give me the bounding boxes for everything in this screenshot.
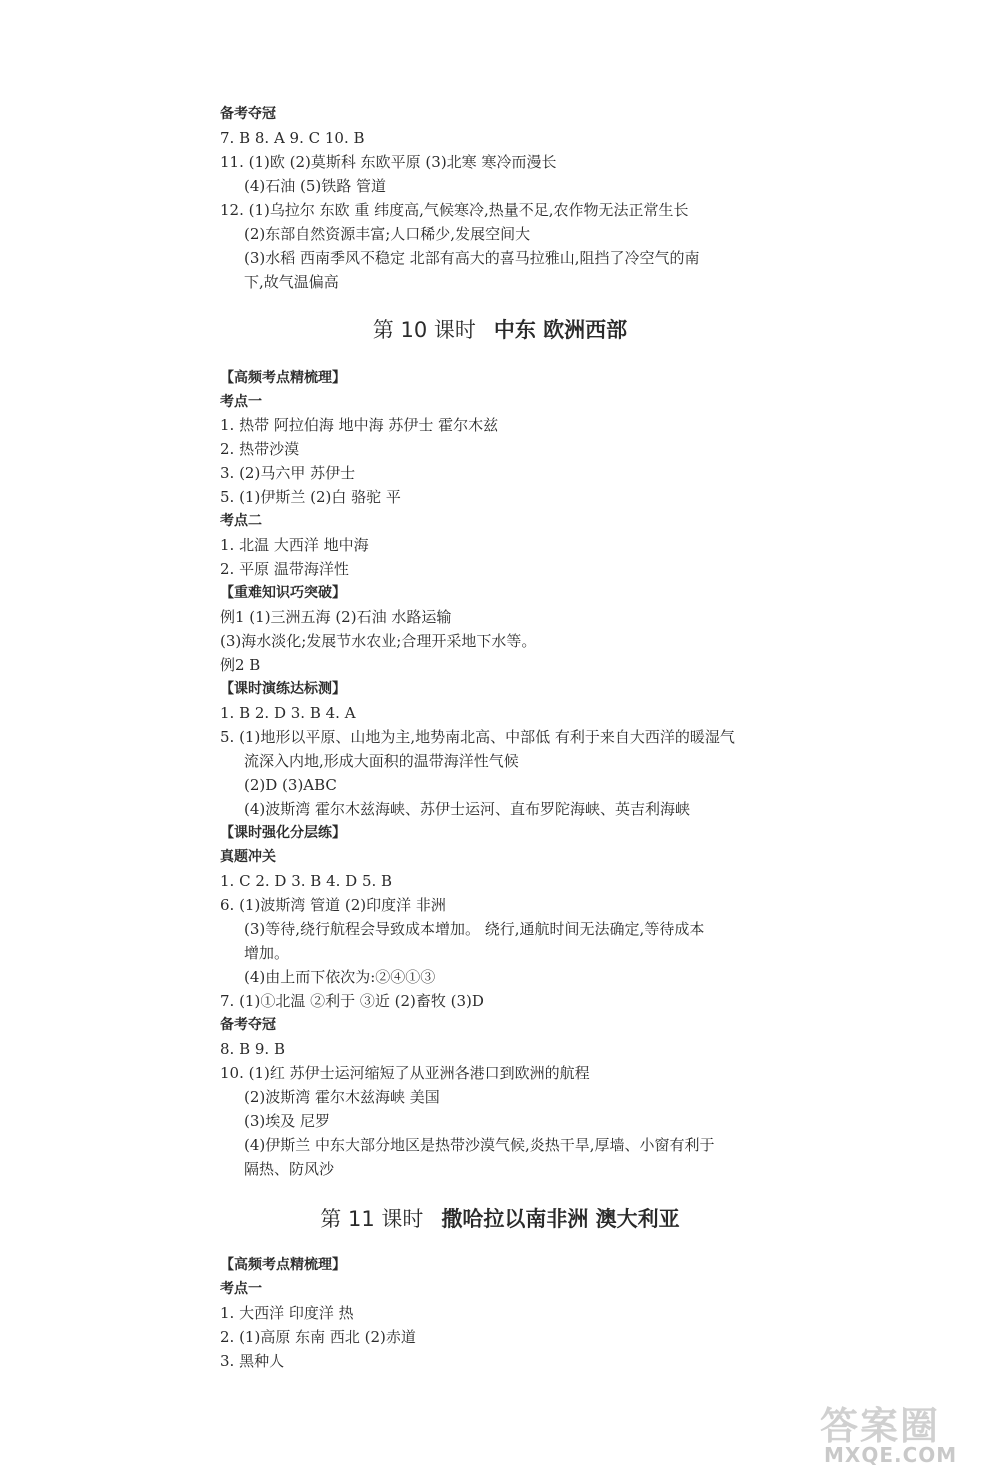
answer-line: 2. 平原 温带海洋性 — [220, 560, 349, 578]
answer-line: 7. B 8. A 9. C 10. B — [220, 129, 365, 147]
answer-line: 增加。 — [244, 944, 290, 962]
section-label: 考点一 — [220, 394, 262, 410]
answer-line: 1. 大西洋 印度洋 热 — [220, 1304, 354, 1322]
watermark-url: MXQE.COM — [824, 1443, 958, 1467]
answer-line: 1. B 2. D 3. B 4. A — [220, 704, 356, 722]
section-label: 考点二 — [220, 513, 262, 529]
section-label: 【课时强化分层练】 — [220, 825, 346, 841]
lesson-title: 中东 欧洲西部 — [493, 318, 628, 342]
answer-line: 6. (1)波斯湾 管道 (2)印度洋 非洲 — [220, 896, 446, 914]
answer-line: 流深入内地,形成大面积的温带海洋性气候 — [244, 752, 519, 770]
lesson-heading — [0, 316, 1000, 344]
answer-line: 3. 黑种人 — [220, 1352, 285, 1370]
section-label: 【重难知识巧突破】 — [220, 585, 346, 601]
answer-line: (2)D (3)ABC — [244, 776, 337, 794]
lesson-number: 第 11 课时 — [320, 1207, 424, 1231]
answer-line: 隔热、防风沙 — [244, 1160, 335, 1178]
section-label: 真题冲关 — [220, 849, 276, 865]
answer-line: 例1 (1)三洲五海 (2)石油 水路运输 — [220, 608, 452, 626]
answer-line: (2)东部自然资源丰富;人口稀少,发展空间大 — [244, 225, 531, 243]
answer-line: 1. 北温 大西洋 地中海 — [220, 536, 369, 554]
section-label: 备考夺冠 — [220, 106, 276, 122]
answer-line: (4)伊斯兰 中东大部分地区是热带沙漠气候,炎热干旱,厚墙、小窗有利于 — [244, 1136, 715, 1154]
answer-line: 例2 B — [220, 656, 261, 674]
lesson-number: 第 10 课时 — [372, 318, 476, 342]
section-label: 【高频考点精梳理】 — [220, 1257, 346, 1273]
section-label: 【高频考点精梳理】 — [220, 370, 346, 386]
lesson-heading — [0, 1205, 1000, 1233]
answer-line: (3)埃及 尼罗 — [244, 1112, 331, 1130]
answer-line: (2)波斯湾 霍尔木兹海峡 美国 — [244, 1088, 440, 1106]
section-label: 备考夺冠 — [220, 1017, 276, 1033]
answer-line: 11. (1)欧 (2)莫斯科 东欧平原 (3)北寒 寒冷而漫长 — [220, 153, 557, 171]
answer-line: (4)波斯湾 霍尔木兹海峡、苏伊士运河、直布罗陀海峡、英吉利海峡 — [244, 800, 691, 818]
watermark-logo-text: 答案圈 — [820, 1404, 941, 1448]
answer-line: 5. (1)伊斯兰 (2)白 骆驼 平 — [220, 488, 401, 506]
answer-line: 10. (1)红 苏伊士运河缩短了从亚洲各港口到欧洲的航程 — [220, 1064, 590, 1082]
answer-line: (4)石油 (5)铁路 管道 — [244, 177, 387, 195]
answer-line: 1. 热带 阿拉伯海 地中海 苏伊士 霍尔木兹 — [220, 416, 499, 434]
answer-line: 2. 热带沙漠 — [220, 440, 300, 458]
site-watermark — [820, 1395, 995, 1467]
answer-line: 3. (2)马六甲 苏伊士 — [220, 464, 356, 482]
answer-line: 12. (1)乌拉尔 东欧 重 纬度高,气候寒冷,热量不足,农作物无法正常生长 — [220, 201, 689, 219]
section-label: 考点一 — [220, 1281, 262, 1297]
lesson-title: 撒哈拉以南非洲 澳大利亚 — [441, 1207, 680, 1231]
answer-line: (3)海水淡化;发展节水农业;合理开采地下水等。 — [220, 632, 537, 650]
answer-line: 8. B 9. B — [220, 1040, 285, 1058]
answer-line: 1. C 2. D 3. B 4. D 5. B — [220, 872, 393, 890]
answer-line: 2. (1)高原 东南 西北 (2)赤道 — [220, 1328, 416, 1346]
answer-line: 5. (1)地形以平原、山地为主,地势南北高、中部低 有利于来自大西洋的暖湿气 — [220, 728, 735, 746]
answer-line: (3)水稻 西南季风不稳定 北部有高大的喜马拉雅山,阻挡了冷空气的南 — [244, 249, 700, 267]
answer-line: (3)等待,绕行航程会导致成本增加。 绕行,通航时间无法确定,等待成本 — [244, 920, 705, 938]
answer-line: 下,故气温偏高 — [244, 273, 339, 291]
answer-line: (4)由上而下依次为:②④①③ — [244, 968, 436, 986]
section-label: 【课时演练达标测】 — [220, 681, 346, 697]
answer-line: 7. (1)①北温 ②利于 ③近 (2)畜牧 (3)D — [220, 992, 484, 1010]
